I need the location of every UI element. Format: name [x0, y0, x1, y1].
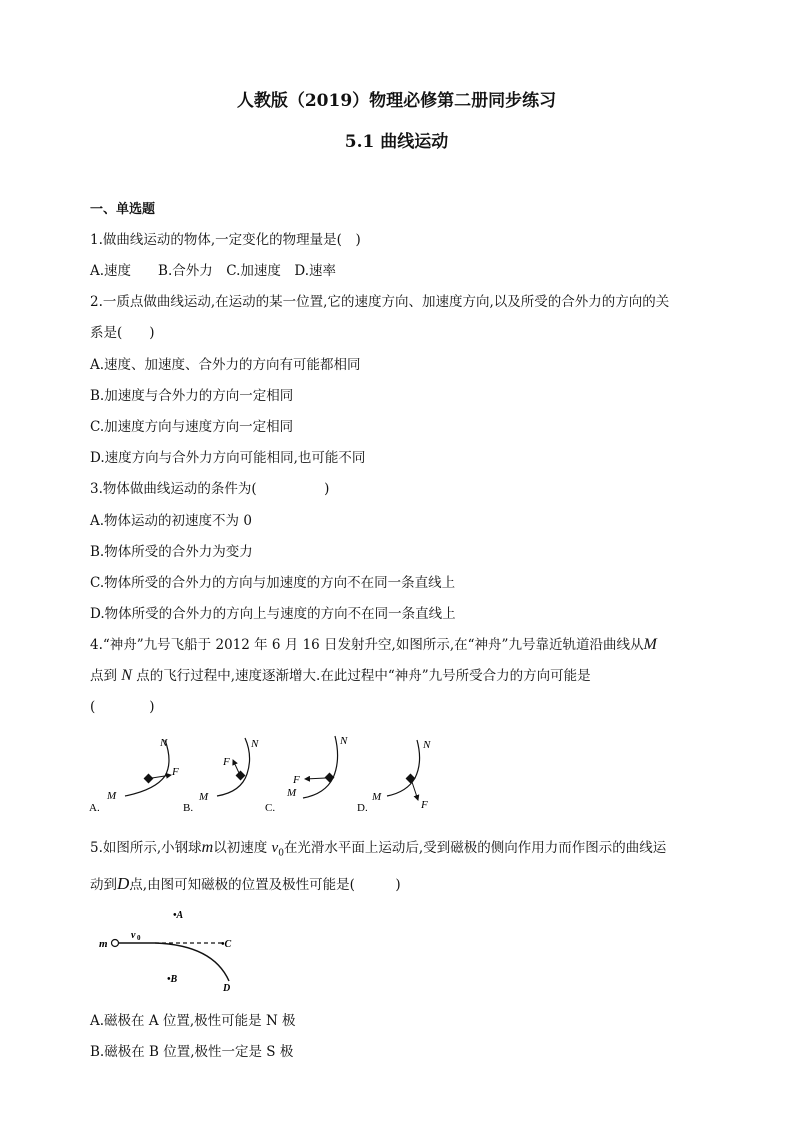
question-4-text-2: 点到 — [90, 668, 117, 684]
question-5-text-2: 以初速度 — [213, 840, 268, 856]
option-d-n-label: N — [423, 739, 431, 751]
option-b-craft — [236, 771, 246, 781]
option-a-f-label: F — [172, 766, 179, 778]
question-4-stem-line3: ( ) — [90, 699, 155, 715]
option-a-n-label: N — [160, 737, 168, 749]
option-a-craft — [144, 774, 154, 784]
option-c-label: C. — [265, 802, 276, 814]
question-3-option-a: A.物体运动的初速度不为 0 — [90, 513, 252, 529]
option-c-n-label: N — [340, 735, 348, 747]
question-2-stem-line1: 2.一质点做曲线运动,在运动的某一位置,它的速度方向、加速度方向,以及所受的合外力的方向的关 — [90, 294, 670, 310]
question-4-stem-line2 — [90, 664, 591, 685]
velocity-v: v — [271, 840, 279, 856]
option-d-force-arrow — [412, 782, 418, 800]
question-5-stem-line1 — [90, 836, 666, 859]
question-3-option-d: D.物体所受的合外力的方向上与速度的方向不在同一条直线上 — [90, 606, 456, 622]
option-d-label: D. — [357, 802, 368, 814]
option-c-m-label: M — [287, 787, 297, 799]
option-c-force-arrow — [305, 778, 326, 779]
question-3-option-b: B.物体所受的合外力为变力 — [90, 544, 253, 560]
question-2-option-d: D.速度方向与合外力方向可能相同,也可能不同 — [90, 450, 366, 466]
option-b-force-arrow — [233, 760, 239, 773]
question-5-text: 5.如图所示,小钢球 — [90, 840, 202, 856]
option-a-force-arrow — [152, 775, 171, 778]
velocity-subscript: 0 — [278, 848, 284, 859]
option-d-curve — [387, 740, 420, 796]
option-b-n-label: N — [251, 738, 259, 750]
question-5-text-4: 动到 — [90, 877, 117, 893]
steel-ball — [112, 940, 119, 947]
ball-label: m — [99, 938, 108, 950]
option-a-label: A. — [89, 802, 100, 814]
section-heading: 一、单选题 — [90, 202, 156, 217]
question-5-text-3: 在光滑水平面上运动后,受到磁极的侧向作用力而作图示的曲线运 — [283, 840, 667, 856]
option-b-m-label: M — [199, 791, 209, 803]
question-4-text-3: 点的飞行过程中,速度逐渐增大.在此过程中“神舟”九号所受合力的方向可能是 — [136, 668, 591, 684]
velocity-label: v — [131, 930, 136, 941]
option-b-curve — [217, 738, 250, 796]
option-d-f-label: F — [421, 799, 428, 811]
point-b: •B — [167, 974, 178, 985]
question-4-stem-line1 — [90, 633, 657, 654]
question-1-options: A.速度 B.合外力 C.加速度 D.速率 — [90, 263, 337, 279]
question-3-stem: 3.物体做曲线运动的条件为( ) — [90, 481, 330, 497]
question-2-option-b: B.加速度与合外力的方向一定相同 — [90, 388, 294, 404]
question-4-text: 4.“神舟”九号飞船于 2012 年 6 月 16 日发射升空,如图所示,在“神舟”九号靠近轨道沿曲线从 — [90, 637, 644, 653]
option-b-f-label: F — [223, 756, 230, 768]
point-n-label: N — [121, 667, 132, 684]
question-2-option-c: C.加速度方向与速度方向一定相同 — [90, 419, 294, 435]
option-c-f-label: F — [293, 774, 300, 786]
question-4-figure — [85, 728, 445, 818]
option-a-m-label: M — [107, 790, 117, 802]
point-d-label: D — [117, 874, 130, 893]
question-1-stem: 1.做曲线运动的物体,一定变化的物理量是( ) — [90, 232, 361, 248]
question-5-text-5: 点,由图可知磁极的位置及极性可能是( ) — [129, 877, 401, 893]
point-a: •A — [173, 910, 184, 921]
point-c: •C — [221, 939, 232, 950]
question-2-stem-line2: 系是( ) — [90, 325, 155, 341]
option-c-curve — [303, 736, 338, 798]
question-5-stem-line2 — [90, 873, 401, 894]
velocity-label-sub: 0 — [137, 934, 141, 942]
option-d-craft — [406, 774, 416, 784]
ball-m-label: m — [201, 839, 214, 856]
page-subtitle: 5.1 曲线运动 — [344, 132, 449, 152]
velocity-v0 — [271, 840, 284, 859]
question-5-option-b: B.磁极在 B 位置,极性一定是 S 极 — [90, 1044, 294, 1060]
point-d: D — [223, 983, 231, 994]
option-b-label: B. — [183, 802, 194, 814]
question-5-option-a: A.磁极在 A 位置,极性可能是 N 极 — [90, 1013, 296, 1029]
question-3-option-c: C.物体所受的合外力的方向与加速度的方向不在同一条直线上 — [90, 575, 456, 591]
question-5-figure — [95, 905, 245, 995]
point-m-label: M — [643, 636, 657, 653]
page-title: 人教版（2019）物理必修第二册同步练习 — [236, 91, 557, 111]
option-d-m-label: M — [372, 791, 382, 803]
question-2-option-a: A.速度、加速度、合外力的方向有可能都相同 — [90, 357, 361, 373]
option-c-craft — [325, 773, 335, 783]
